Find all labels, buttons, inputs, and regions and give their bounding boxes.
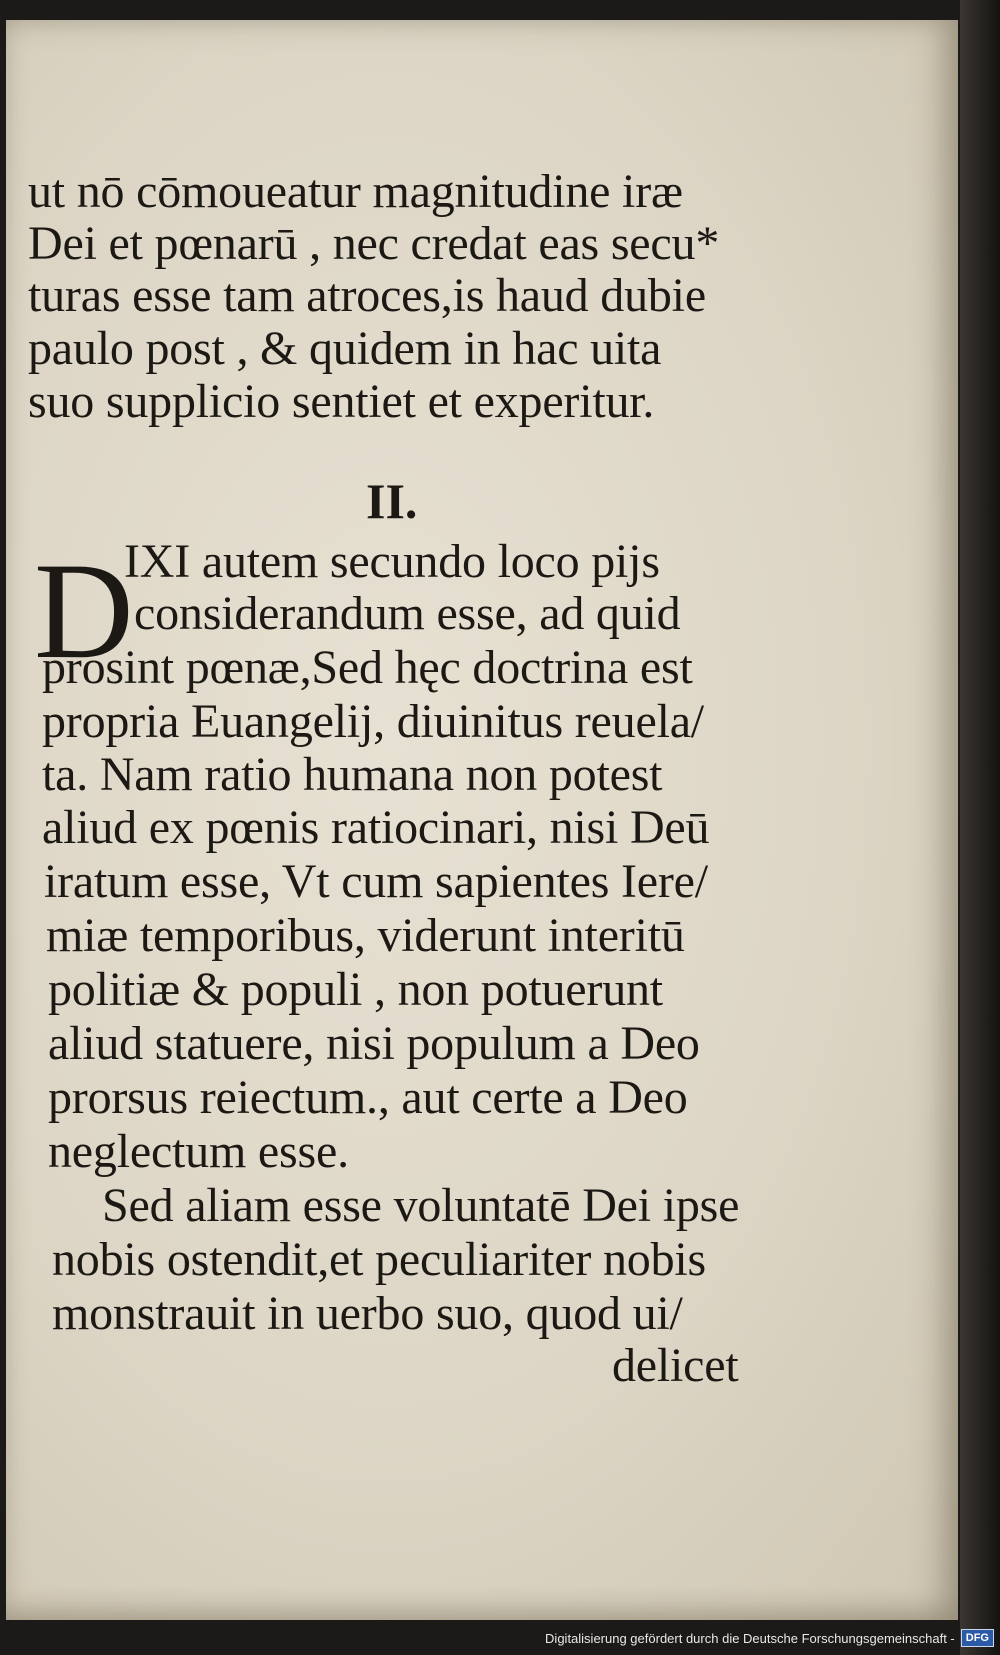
text-line: aliud statuere, nisi populum a Deo (48, 1017, 700, 1070)
text-line: paulo post , & quidem in hac uita (28, 322, 662, 375)
text-line: monstrauit in uerbo suo, quod ui/ (52, 1287, 683, 1340)
text-line: turas esse tam atroces,is haud dubie (28, 269, 706, 322)
catchword: delicet (612, 1339, 739, 1392)
text-line: propria Euangelij, diuinitus reuela/ (42, 695, 704, 748)
text-line: iratum esse, Vt cum sapientes Iere/ (44, 855, 708, 908)
text-line: considerandum esse, ad quid (134, 587, 681, 640)
text-line: ut nō cōmoueatur magnitudine iræ (28, 165, 683, 218)
text-line: prosint pœnæ,Sed hęc doctrina est (42, 641, 693, 694)
text-line: politiæ & populi , non potuerunt (48, 963, 663, 1016)
digitization-credit (545, 1623, 994, 1653)
text-line: suo supplicio sentiet et experitur. (28, 375, 655, 428)
section-heading: II. (366, 473, 418, 529)
book-page (6, 20, 958, 1620)
text-line: ta. Nam ratio humana non potest (42, 748, 663, 801)
drop-cap: D (34, 534, 134, 687)
dfg-logo: DFG (961, 1629, 994, 1647)
text-line: IXI autem secundo loco pijs (124, 535, 660, 588)
text-line: aliud ex pœnis ratiocinari, nisi Deū (42, 801, 710, 854)
credit-text: Digitalisierung gefördert durch die Deutsche Forschungsgemeinschaft - (545, 1630, 955, 1646)
page-edge-shadow (960, 0, 1000, 1655)
text-line: nobis ostendit,et peculiariter nobis (52, 1233, 706, 1286)
text-line: Dei et pœnarū , nec credat eas secu* (28, 217, 720, 270)
text-line: neglectum esse. (48, 1125, 349, 1178)
text-line: prorsus reiectum., aut certe a Deo (48, 1071, 688, 1124)
text-line: Sed aliam esse voluntatē Dei ipse (102, 1179, 740, 1232)
text-line: miæ temporibus, viderunt interitū (46, 909, 685, 962)
